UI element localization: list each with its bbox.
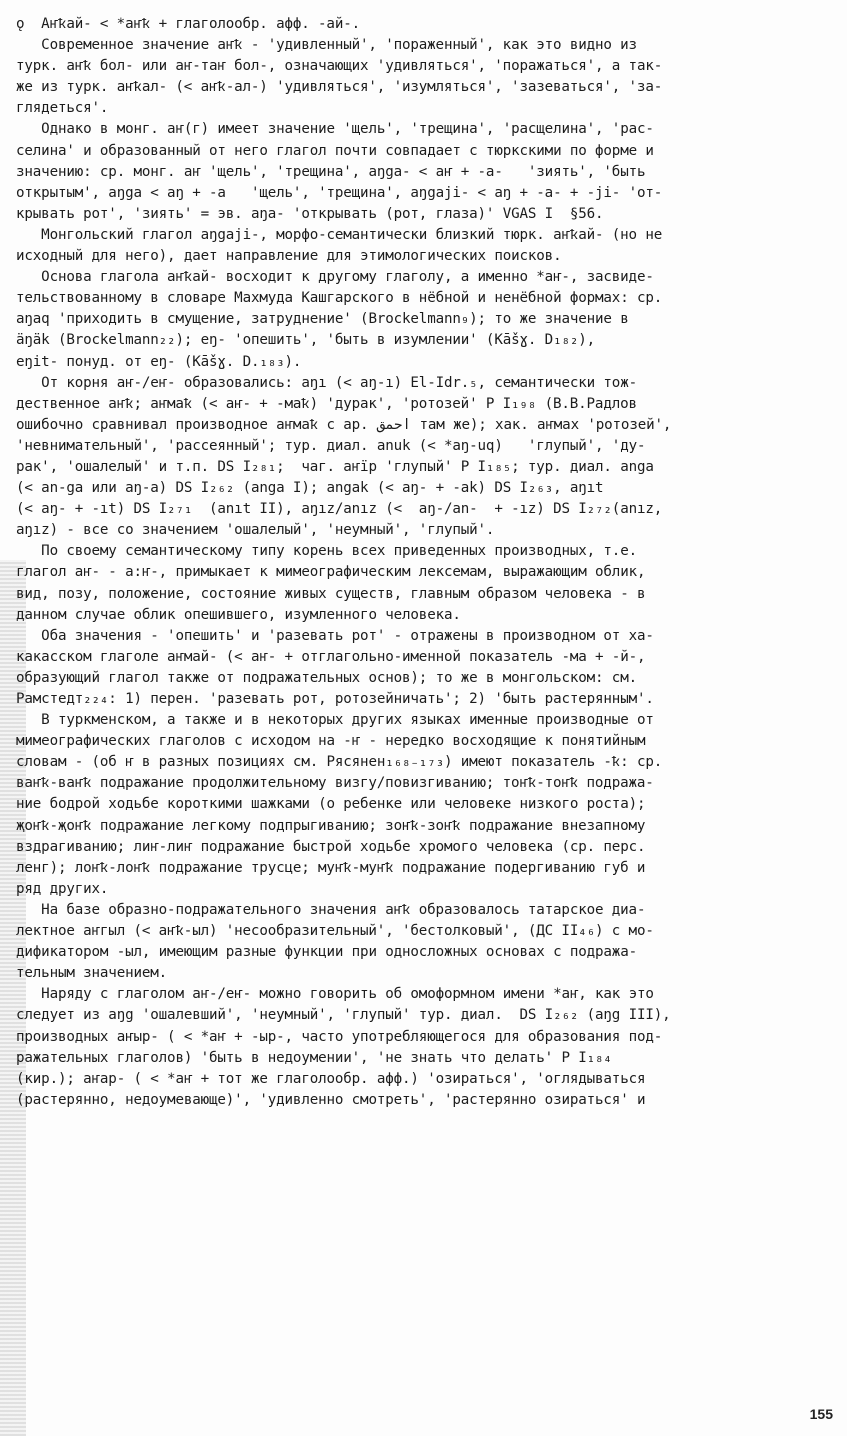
- text-line: вздрагиванию; лиҥ-лиҥ подражание быстрой ходьбе хромого человека (ср. перс.: [16, 838, 646, 855]
- text-line: же из турк. аҥҟал- (< аҥҟ-ал-) 'удивляться', 'изумляться', 'зазеваться', 'за-: [16, 79, 663, 96]
- text-line: ражательных глаголов) 'быть в недоумении', 'не знать что делать' Р I₁₈₄: [16, 1049, 612, 1066]
- text-line: (кир.); аҥар- ( < *аҥ + тот же глаголообр. афф.) 'озираться', 'оглядываться: [16, 1070, 646, 1087]
- text-line: Современное значение аҥҟ - 'удивленный', 'пораженный', как это видно из: [16, 37, 637, 54]
- text-line: Однако в монг. аҥ(г) имеет значение 'щель', 'трещина', 'расщелина', 'рас-: [16, 121, 654, 138]
- main-text: [16, 14, 834, 1111]
- text-line: вид, позу, положение, состояние живых существ, главным образом человека - в: [16, 585, 646, 602]
- text-line: Наряду с глаголом аҥ-/еҥ- можно говорить об омоформном имени *аҥ, как это: [16, 986, 654, 1003]
- text-line: следует из aŋg 'ошалевший', 'неумный', 'глупый' тур. диал. DS I₂₆₂ (aŋg III),: [16, 1007, 671, 1024]
- text-line: 'невнимательный', 'рассеянный'; тур. диал. anuk (< *aŋ-uq) 'глупый', 'ду-: [16, 437, 646, 454]
- text-line: eŋit- понуд. от eŋ- (Kāšɣ. D.₁₈₃).: [16, 353, 302, 370]
- text-line: Рамстедт₂₂₄: 1) перен. 'разевать рот, ротозейничать'; 2) 'быть растерянным'.: [16, 691, 654, 707]
- text-line: От корня аҥ-/еҥ- образовались: aŋı (< aŋ-ı) El-Idr.₅, семантически тож-: [16, 374, 637, 391]
- text-line: ние бодрой ходьбе короткими шажками (о ребенке или человеке низкого роста);: [16, 796, 646, 813]
- text-line: исходный для него), дает направление для этимологических поисков.: [16, 248, 562, 265]
- text-line: дественное аҥҟ; аҥмаҟ (< аҥ- + -маҟ) 'дурак', 'ротозей' Р I₁₉₈ (В.В.Радлов: [16, 395, 637, 412]
- text-line: словам - (об ҥ в разных позициях см. Рясянен₁₆₈₋₁₇₃) имеют показатель -ҟ: ср.: [16, 754, 663, 771]
- text-line: крывать рот', 'зиять' = эв. aŋa- 'открывать (рот, глаза)' VGAS I §56.: [16, 205, 604, 222]
- text-line: ленг); лоҥҟ-лоҥҟ подражание трусце; муҥҟ-муҥҟ подражание подергиванию губ и: [16, 859, 646, 876]
- text-line: тельным значением.: [16, 965, 168, 982]
- text-line: дификатором -ыл, имеющим разные функции при односложных основах с подража-: [16, 944, 637, 961]
- text-line: данном случае облик опешившего, изумленного человека.: [16, 606, 461, 623]
- text-line: Основа глагола аҥҟай- восходит к другому глаголу, а именно *аҥ-, засвиде-: [16, 269, 654, 286]
- text-line: (< aŋ- + -ıt) DS I₂₇₁ (anıt II), aŋız/anız (< aŋ-/an- + -ız) DS I₂₇₂(anız,: [16, 501, 663, 518]
- text-line: По своему семантическому типу корень всех приведенных производных, т.е.: [16, 543, 637, 560]
- text-line: җоҥҟ-җоҥҟ подражание легкому подпрыгиванию; зоҥҟ-зоҥҟ подражание внезапному: [16, 817, 646, 834]
- text-line: (< an-ga или aŋ-a) DS I₂₆₂ (anga I); angak (< aŋ- + -ak) DS I₂₆₃, aŋıt: [16, 480, 604, 497]
- text-line: какасском глаголе аҥмай- (< аҥ- + отглагольно-именной показатель -ма + -й-,: [16, 648, 646, 665]
- text-line: открытым', aŋga < aŋ + -a 'щель', 'трещина', aŋgaji- < aŋ + -a- + -ji- 'от-: [16, 184, 663, 201]
- text-line: ǫ Аҥҟай- < *аҥҟ + глаголообр. афф. -ай-.: [16, 16, 361, 32]
- text-line: aŋız) - все со значением 'ошалелый', 'неумный', 'глупый'.: [16, 522, 495, 539]
- text-line: (растерянно, недоумевающе)', 'удивленно смотреть', 'растерянно озираться' и: [16, 1091, 646, 1108]
- text-line: На базе образно-подражательного значения аҥҟ образовалось татарское диа-: [16, 901, 646, 918]
- text-line: В туркменском, а также и в некоторых других языках именные производные от: [16, 712, 654, 729]
- text-line: производных аҥыр- ( < *аҥ + -ыр-, часто употребляющегося для образования под-: [16, 1028, 663, 1045]
- text-line: äŋäk (Brockelmann₂₂); eŋ- 'опешить', 'быть в изумлении' (Kāšɣ. D₁₈₂),: [16, 332, 596, 349]
- text-line: лектное аҥгыл (< аҥҟ-ыл) 'несообразительный', 'бестолковый', (ДС II₄₆) с мо-: [16, 923, 654, 940]
- text-line: мимеографических глаголов с исходом на -ҥ - нередко восходящие к понятийным: [16, 733, 646, 750]
- text-line: ваҥҟ-ваҥҟ подражание продолжительному визгу/повизгиванию; тоҥҟ-тоҥҟ подража-: [16, 775, 654, 792]
- text-line: тельствованному в словаре Махмуда Кашгарского в нёбной и ненёбной формах: ср.: [16, 290, 663, 307]
- text-line: образующий глагол также от подражательных основ); то же в монгольском: см.: [16, 669, 637, 686]
- text-line: рак', 'ошалелый' и т.п. DS I₂₈₁; чаг. аҥïр 'глупый' Р I₁₈₅; тур. диал. anga: [16, 458, 654, 475]
- text-line: Оба значения - 'опешить' и 'разевать рот' - отражены в производном от ха-: [16, 627, 654, 644]
- page-number: 155: [809, 1406, 833, 1422]
- text-line: aŋaq 'приходить в смущение, затруднение' (Brockelmann₉); то же значение в: [16, 311, 629, 328]
- text-line: глядеться'.: [16, 100, 109, 117]
- text-line: ошибочно сравнивал производное аҥмаҟ с ар. احمق там же); хак. аҥмах 'ротозей',: [16, 416, 672, 433]
- text-line: глагол аҥ- - а:ҥ-, примыкает к мимеографическим лексемам, выражающим облик,: [16, 564, 646, 581]
- text-line: Монгольский глагол aŋgaji-, морфо-семантически близкий тюрк. аҥҟай- (но не: [16, 226, 663, 243]
- text-line: селина' и образованный от него глагол почти совпадает с тюркскими по форме и: [16, 142, 654, 159]
- text-line: ряд других.: [16, 880, 109, 897]
- text-line: турк. аҥҟ бол- или аҥ-таҥ бол-, означающих 'удивляться', 'поражаться', а так-: [16, 58, 663, 75]
- text-line: значению: ср. монг. аҥ 'щель', 'трещина', aŋga- < аҥ + -a- 'зиять', 'быть: [16, 163, 646, 180]
